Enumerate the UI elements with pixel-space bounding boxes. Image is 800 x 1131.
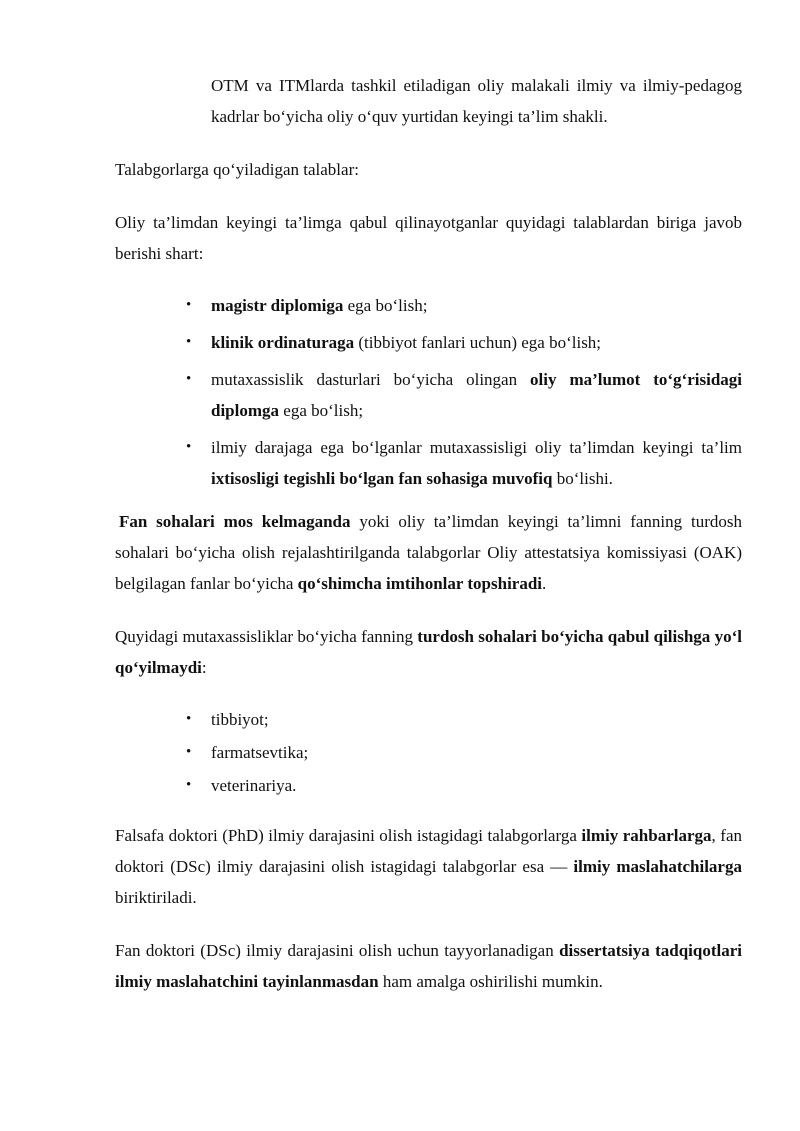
supervisors-paragraph: Falsafa doktori (PhD) ilmiy darajasini olish istagidagi talabgorlarga ilmiy rahbarlarga, fan doktori (DSc) ilmiy darajasini olish istagidagi talabgorlar esa — ilmiy maslahatchilarga biriktiriladi. xyxy=(115,826,742,907)
requirements-intro-text: Oliy ta’limdan keyingi ta’limga qabul qilinayotganlar quyidagi talablardan biriga javob berishi shart: xyxy=(115,213,742,263)
list-item: • veterinariya. xyxy=(211,770,742,801)
intro-text: OTM va ITMlarda tashkil etiladigan oliy malakali ilmiy va ilmiy-pedagog kadrlar bo‘yicha oliy o‘quv yurtidan keyingi ta’lim shakli. xyxy=(211,76,742,126)
intro-paragraph xyxy=(211,70,742,132)
dsc-note-paragraph: Fan doktori (DSc) ilmiy darajasini olish uchun tayyorlanadigan dissertatsiya tadqiqotlari ilmiy maslahatchini tayinlanmasdan ham amalga oshirilishi mumkin. xyxy=(115,941,743,991)
requirements-intro xyxy=(115,207,742,269)
list-item: • tibbiyot; xyxy=(211,704,742,735)
list-item: • farmatsevtika; xyxy=(211,737,742,768)
list-item: • magistr diplomiga ega bo‘lish; xyxy=(211,290,742,321)
list-item: • mutaxassislik dasturlari bo‘yicha olingan oliy ma’lumot to‘g‘risidagi diplomga ega bo‘lish; xyxy=(211,364,742,426)
requirements-heading-text: Talabgorlarga qo‘yiladigan talablar: xyxy=(115,160,359,179)
mismatch-paragraph: Fan sohalari mos kelmaganda yoki oliy ta’limdan keyingi ta’limni fanning turdosh sohalari bo‘yicha olish rejalashtirilganda talabgorlar Oliy attestatsiya komissiyasi (OAK) belgilagan fanlar bo‘yicha qo‘shimcha imtihonlar topshiradi. xyxy=(115,512,742,593)
restriction-paragraph: Quyidagi mutaxassisliklar bo‘yicha fanning turdosh sohalari bo‘yicha qabul qilishga yo‘l qo‘yilmaydi: xyxy=(115,627,742,677)
list-item: • klinik ordinaturaga (tibbiyot fanlari uchun) ega bo‘lish; xyxy=(211,327,742,358)
specialties-list xyxy=(211,704,742,803)
requirements-heading xyxy=(115,154,742,185)
list-item: • ilmiy darajaga ega bo‘lganlar mutaxassisligi oliy ta’limdan keyingi ta’lim ixtisosligi tegishli bo‘lgan fan sohasiga muvofiq bo‘lishi. xyxy=(211,432,742,494)
requirements-list xyxy=(211,290,742,500)
